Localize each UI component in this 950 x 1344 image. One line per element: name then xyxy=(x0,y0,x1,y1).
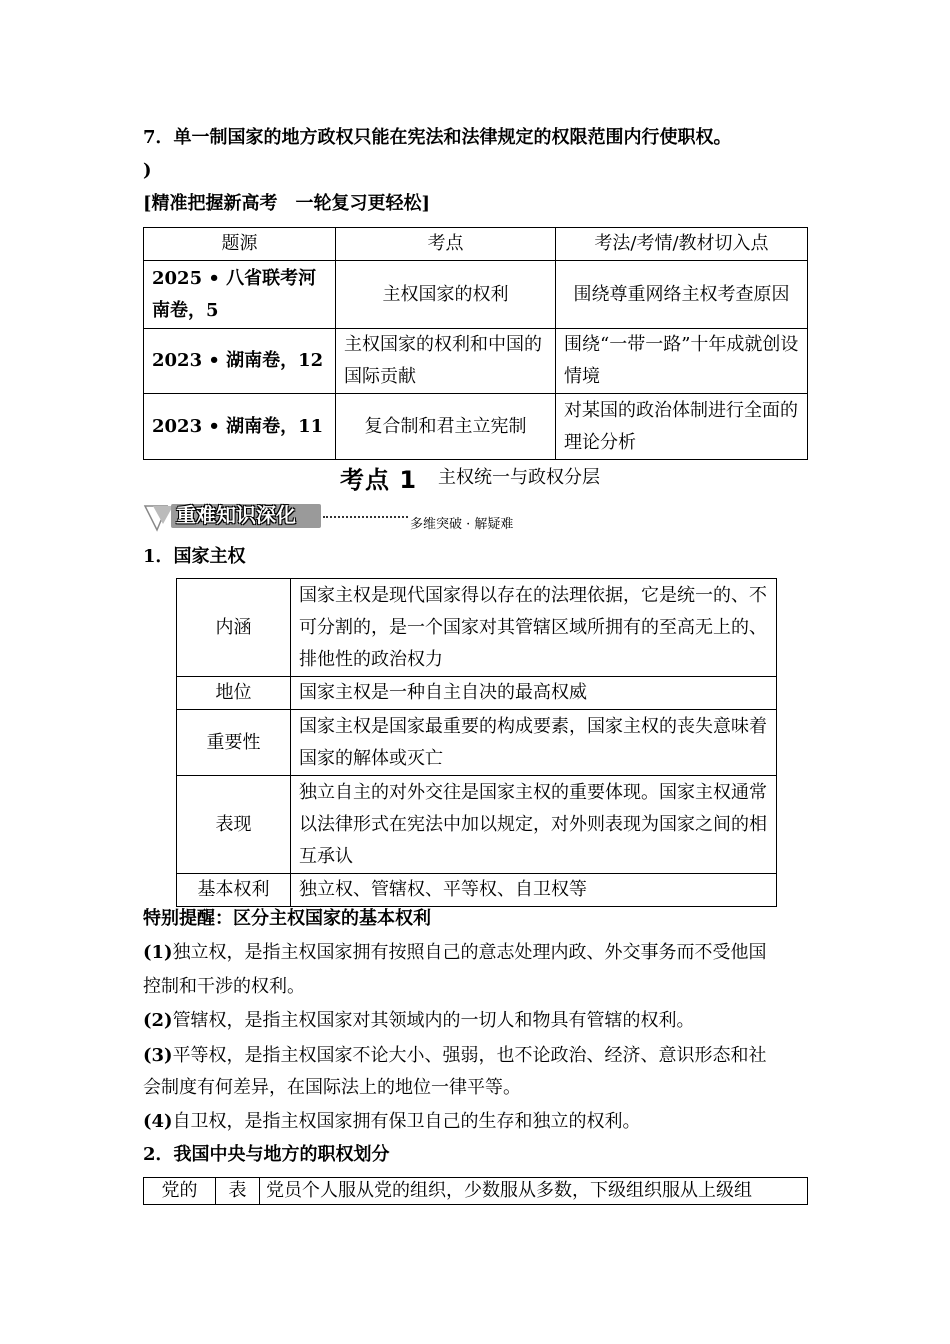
row-label: 表现 xyxy=(177,776,291,874)
table-row xyxy=(144,329,808,394)
table-row xyxy=(177,776,777,874)
cell-source: 2023 • 湖南卷，11 xyxy=(144,394,336,460)
item-number: (3) xyxy=(143,1045,173,1066)
section-heading: [精准把握新高考 一轮复习更轻松] xyxy=(143,193,431,214)
sec2-heading: 2．我国中央与地方的职权划分 xyxy=(143,1144,390,1165)
cell-source: 2023 • 湖南卷，12 xyxy=(144,329,336,394)
banner-subtitle: 多维突破 · 解疑难 xyxy=(410,517,514,532)
cell-expression: 表 xyxy=(216,1178,260,1205)
cell-party: 党的 xyxy=(144,1178,216,1205)
table-row xyxy=(177,710,777,776)
row-content: 国家主权是一种自主自决的最高权威 xyxy=(291,677,777,710)
item-number: (4) xyxy=(143,1111,173,1132)
reminder-item-3-cont: 会制度有何差异，在国际法上的地位一律平等。 xyxy=(143,1077,521,1098)
banner-title: 重难知识深化 xyxy=(176,503,296,527)
triangle-fill-icon xyxy=(153,506,173,524)
item-number: (1) xyxy=(143,942,173,963)
table-row xyxy=(177,874,777,907)
cell-point: 主权国家的权利 xyxy=(336,261,556,329)
row-label: 基本权利 xyxy=(177,874,291,907)
table-row xyxy=(144,394,808,460)
reminder-item-1 xyxy=(143,941,767,965)
division-table xyxy=(143,1177,808,1205)
sec1-heading: 1．国家主权 xyxy=(143,546,246,567)
header-source: 题源 xyxy=(144,228,336,261)
point-title: 考点 1 xyxy=(340,466,418,494)
item-text: 管辖权，是指主权国家对其领域内的一切人和物具有管辖的权利。 xyxy=(172,1010,695,1031)
header-approach: 考法/考情/教材切入点 xyxy=(556,228,808,261)
row-content: 国家主权是现代国家得以存在的法理依据，它是统一的、不可分割的，是一个国家对其管辖区域所拥有的至高无上的、排他性的政治权力 xyxy=(291,579,777,677)
cell-approach: 围绕“一带一路”十年成就创设情境 xyxy=(556,329,808,394)
row-content: 独立自主的对外交往是国家主权的重要体现。国家主权通常以法律形式在宪法中加以规定，对外则表现为国家之间的相互承认 xyxy=(291,776,777,874)
reminder-item-4 xyxy=(143,1110,641,1134)
cell-point: 主权国家的权利和中国的国际贡献 xyxy=(336,329,556,394)
table-row xyxy=(177,677,777,710)
reminder-item-1-cont: 控制和干涉的权利。 xyxy=(143,976,305,997)
exam-source-table xyxy=(143,227,808,460)
cell-source: 2025 • 八省联考河南卷，5 xyxy=(144,261,336,329)
table-row xyxy=(177,579,777,677)
item-text: 自卫权，是指主权国家拥有保卫自己的生存和独立的权利。 xyxy=(172,1111,641,1132)
row-content: 独立权、管辖权、平等权、自卫权等 xyxy=(291,874,777,907)
row-label: 内涵 xyxy=(177,579,291,677)
question-7-paren: ) xyxy=(143,160,152,181)
sovereignty-table xyxy=(176,578,777,907)
row-label: 重要性 xyxy=(177,710,291,776)
row-label: 地位 xyxy=(177,677,291,710)
reminder-title: 特别提醒：区分主权国家的基本权利 xyxy=(143,908,431,929)
item-text: 独立权，是指主权国家拥有按照自己的意志处理内政、外交事务而不受他国 xyxy=(172,942,767,963)
banner-dotted-leader xyxy=(323,516,408,518)
reminder-item-3 xyxy=(143,1044,767,1068)
question-7: 7．单一制国家的地方政权只能在宪法和法律规定的权限范围内行使职权。 xyxy=(143,127,732,148)
table-header-row xyxy=(144,228,808,261)
point-subtitle: 主权统一与政权分层 xyxy=(438,467,600,488)
item-text: 平等权，是指主权国家不论大小、强弱，也不论政治、经济、意识形态和社 xyxy=(172,1045,767,1066)
table-row xyxy=(144,1178,808,1205)
cell-approach: 围绕尊重网络主权考查原因 xyxy=(556,261,808,329)
row-content: 国家主权是国家最重要的构成要素，国家主权的丧失意味着国家的解体或灭亡 xyxy=(291,710,777,776)
cell-approach: 对某国的政治体制进行全面的理论分析 xyxy=(556,394,808,460)
header-point: 考点 xyxy=(336,228,556,261)
cell-point: 复合制和君主立宪制 xyxy=(336,394,556,460)
item-number: (2) xyxy=(143,1010,173,1031)
table-row xyxy=(144,261,808,329)
cell-content: 党员个人服从党的组织，少数服从多数，下级组织服从上级组 xyxy=(260,1178,808,1205)
reminder-item-2 xyxy=(143,1009,695,1033)
